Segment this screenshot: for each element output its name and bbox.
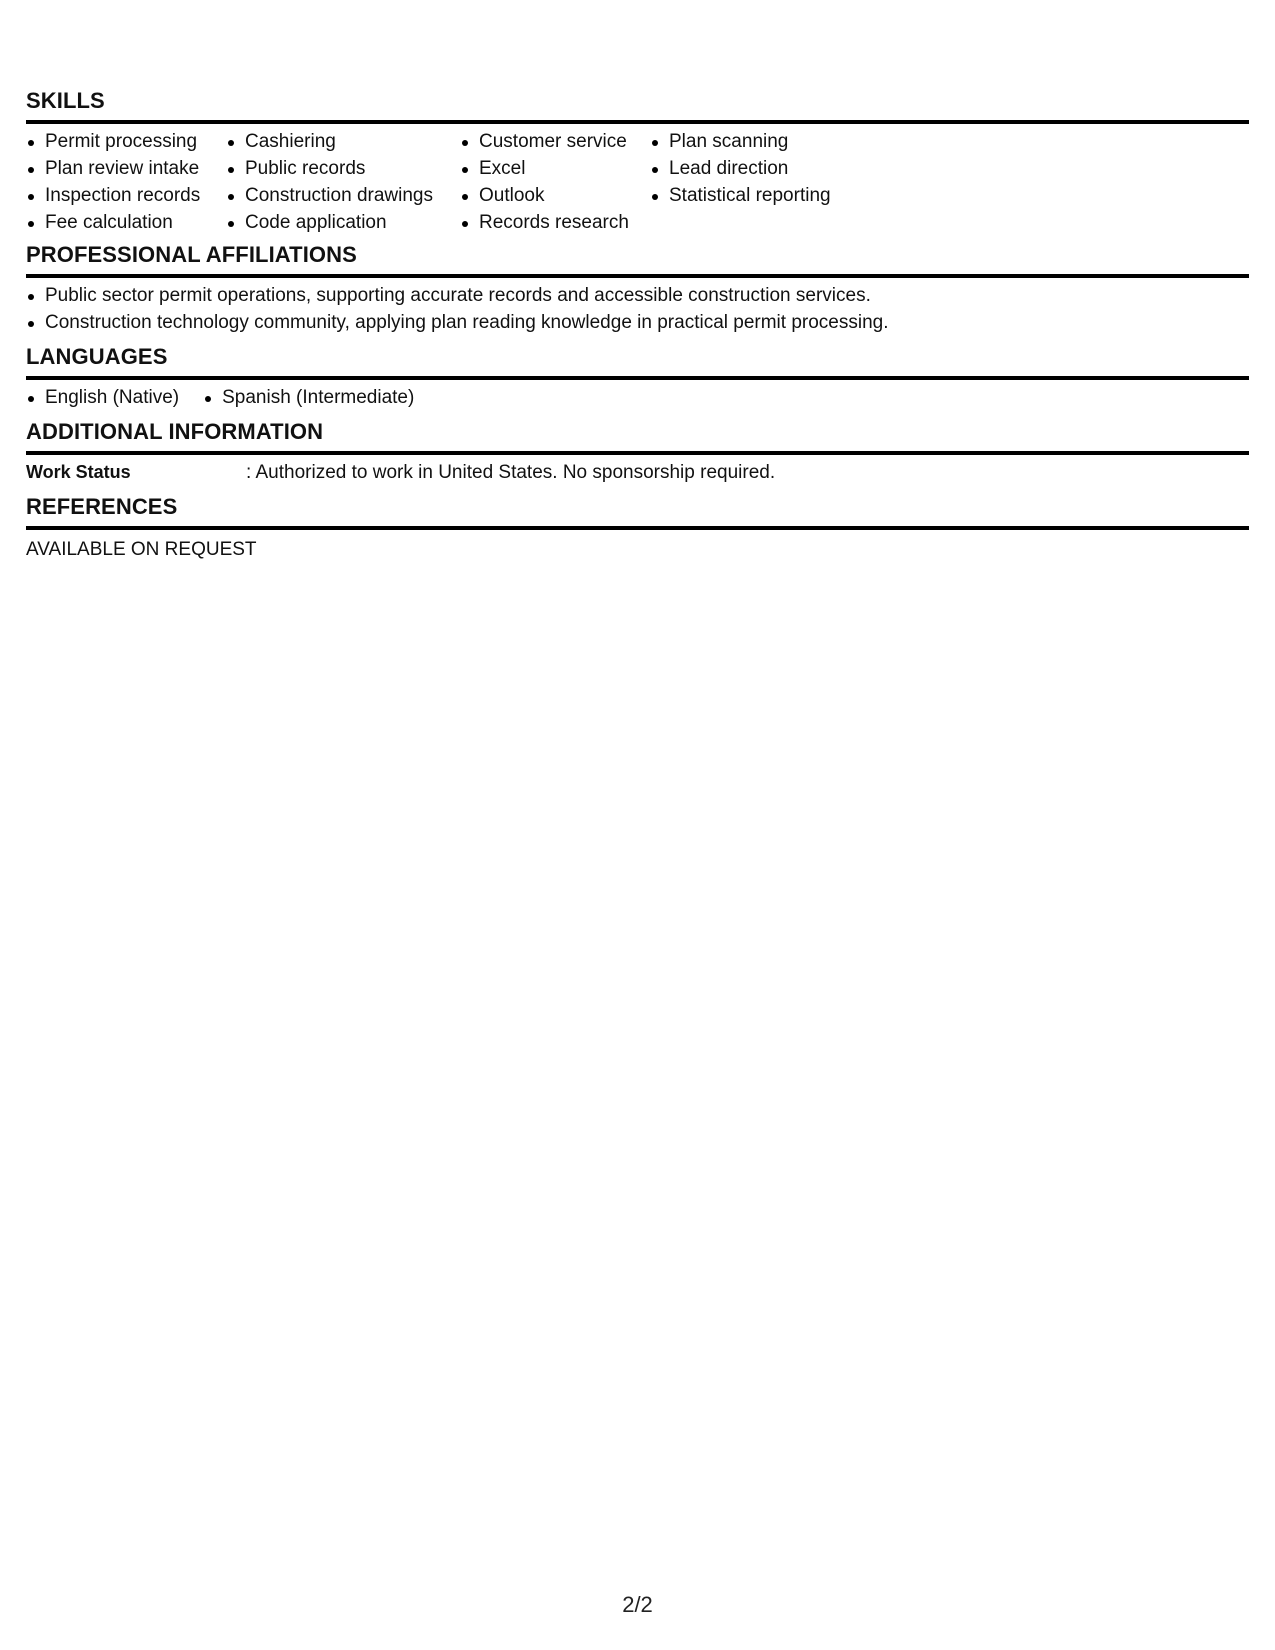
affiliation-item: Public sector permit operations, supporting accurate records and accessible construction services. — [26, 282, 1249, 309]
skill-item: Outlook — [460, 182, 650, 209]
skills-column-2 — [226, 128, 460, 236]
affiliations-list — [26, 282, 1249, 336]
skill-item: Inspection records — [26, 182, 226, 209]
language-item: English (Native) — [26, 384, 179, 411]
skill-item: Lead direction — [650, 155, 900, 182]
affiliations-section — [26, 242, 1249, 336]
references-section — [26, 494, 1249, 563]
skills-column-4 — [650, 128, 900, 236]
skill-item: Construction drawings — [226, 182, 460, 209]
languages-list — [26, 384, 1249, 411]
skill-item: Excel — [460, 155, 650, 182]
skill-item: Code application — [226, 209, 460, 236]
additional-info-section — [26, 419, 1249, 486]
affiliations-heading: PROFESSIONAL AFFILIATIONS — [26, 242, 1249, 278]
skill-item: Public records — [226, 155, 460, 182]
languages-heading: LANGUAGES — [26, 344, 1249, 380]
skill-item: Customer service — [460, 128, 650, 155]
skill-item: Fee calculation — [26, 209, 226, 236]
affiliation-item: Construction technology community, applying plan reading knowledge in practical permit processing. — [26, 309, 1249, 336]
skills-column-1 — [26, 128, 226, 236]
languages-section — [26, 344, 1249, 411]
skill-item: Permit processing — [26, 128, 226, 155]
page-number: 2/2 — [622, 1592, 653, 1617]
skill-item: Plan review intake — [26, 155, 226, 182]
work-status-value: : Authorized to work in United States. No sponsorship required. — [246, 462, 776, 483]
skill-item: Statistical reporting — [650, 182, 900, 209]
skills-heading: SKILLS — [26, 88, 1249, 124]
work-status-row — [26, 459, 1249, 486]
work-status-label: Work Status — [26, 462, 131, 482]
additional-info-heading: ADDITIONAL INFORMATION — [26, 419, 1249, 455]
skill-item: Plan scanning — [650, 128, 900, 155]
skill-item: Cashiering — [226, 128, 460, 155]
references-text: AVAILABLE ON REQUEST — [26, 539, 257, 560]
skills-grid — [26, 128, 1249, 236]
references-heading: REFERENCES — [26, 494, 1249, 530]
skills-column-3 — [460, 128, 650, 236]
language-item: Spanish (Intermediate) — [203, 384, 414, 411]
skill-item: Records research — [460, 209, 650, 236]
resume-page — [26, 88, 1249, 571]
skills-section — [26, 88, 1249, 236]
